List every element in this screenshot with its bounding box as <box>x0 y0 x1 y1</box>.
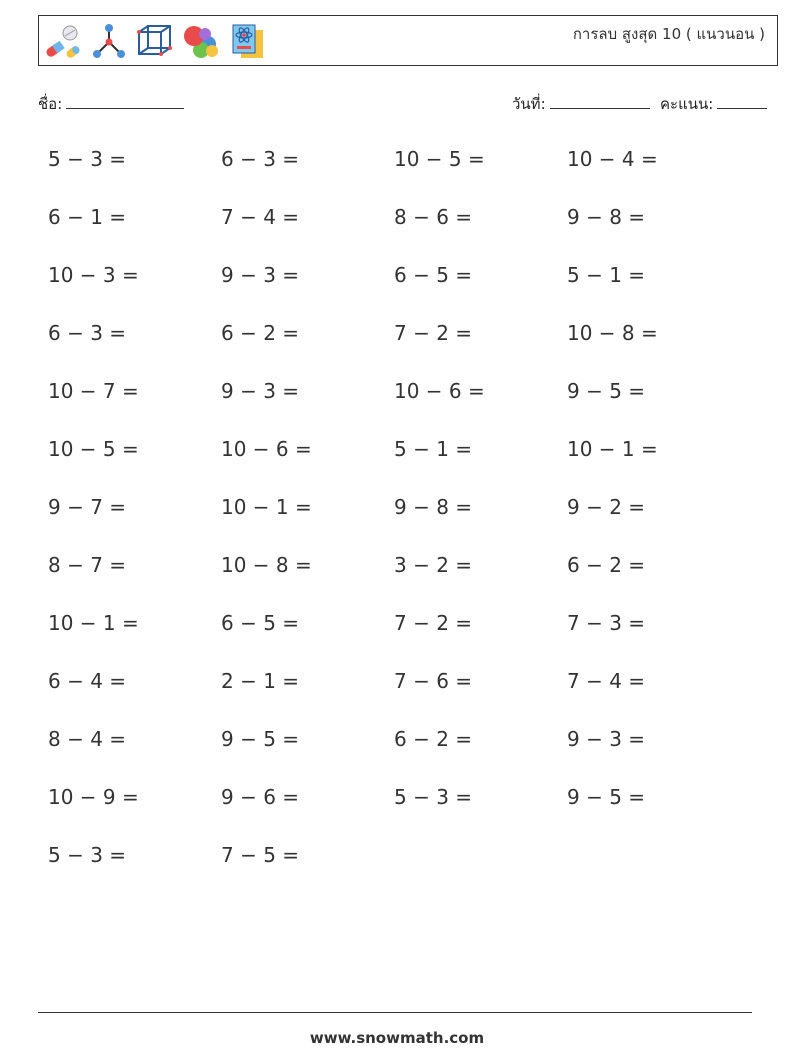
problem-row <box>48 259 748 317</box>
problem-item: 10 − 5 = <box>394 147 485 171</box>
problem-item: 5 − 3 = <box>394 785 473 809</box>
problem-item: 9 − 6 = <box>221 785 300 809</box>
problem-item: 7 − 2 = <box>394 611 473 635</box>
molecule-icon <box>89 22 129 62</box>
problem-item: 9 − 8 = <box>567 205 646 229</box>
problem-row <box>48 665 748 723</box>
problem-item: 9 − 2 = <box>567 495 646 519</box>
problem-row <box>48 201 748 259</box>
problem-item: 7 − 4 = <box>567 669 646 693</box>
problem-item: 6 − 1 = <box>48 205 127 229</box>
score-blank[interactable] <box>717 92 767 109</box>
problem-item: 5 − 1 = <box>567 263 646 287</box>
problem-row <box>48 781 748 839</box>
problem-item: 7 − 5 = <box>221 843 300 867</box>
problem-item: 3 − 2 = <box>394 553 473 577</box>
footer-divider <box>38 1012 752 1013</box>
problem-item: 6 − 5 = <box>394 263 473 287</box>
problem-item: 10 − 1 = <box>221 495 312 519</box>
problem-item: 5 − 3 = <box>48 147 127 171</box>
problem-item: 6 − 5 = <box>221 611 300 635</box>
date-blank[interactable] <box>550 92 650 109</box>
problem-item: 7 − 4 = <box>221 205 300 229</box>
footer-url: www.snowmath.com <box>309 1029 485 1047</box>
problem-row <box>48 491 748 549</box>
worksheet-header <box>38 15 778 66</box>
problem-item: 7 − 6 = <box>394 669 473 693</box>
problem-item: 10 − 6 = <box>394 379 485 403</box>
problem-item: 6 − 3 = <box>48 321 127 345</box>
problem-item: 10 − 8 = <box>567 321 658 345</box>
problem-item: 2 − 1 = <box>221 669 300 693</box>
problem-item: 9 − 5 = <box>221 727 300 751</box>
problem-item: 9 − 7 = <box>48 495 127 519</box>
problem-grid <box>48 143 748 897</box>
balloons-icon <box>181 22 221 62</box>
problem-item: 7 − 3 = <box>567 611 646 635</box>
problem-item: 10 − 1 = <box>48 611 139 635</box>
problem-row <box>48 607 748 665</box>
name-field <box>38 92 184 116</box>
problem-item: 9 − 5 = <box>567 785 646 809</box>
pills-icon <box>43 22 83 62</box>
problem-row <box>48 143 748 201</box>
problem-item: 9 − 5 = <box>567 379 646 403</box>
problem-item: 10 − 5 = <box>48 437 139 461</box>
problem-item: 10 − 9 = <box>48 785 139 809</box>
problem-item: 10 − 1 = <box>567 437 658 461</box>
problem-item: 9 − 3 = <box>221 263 300 287</box>
problem-row <box>48 375 748 433</box>
problem-row <box>48 433 748 491</box>
problem-row <box>48 317 748 375</box>
score-label: คะแนน: <box>660 95 714 113</box>
problem-item: 8 − 4 = <box>48 727 127 751</box>
cube-icon <box>135 22 175 62</box>
problem-item: 6 − 4 = <box>48 669 127 693</box>
problem-item: 6 − 2 = <box>394 727 473 751</box>
date-field <box>512 92 650 116</box>
name-label: ชื่อ: <box>38 95 63 113</box>
problem-item: 6 − 3 = <box>221 147 300 171</box>
problem-item: 10 − 7 = <box>48 379 139 403</box>
problem-item: 5 − 1 = <box>394 437 473 461</box>
problem-item: 5 − 3 = <box>48 843 127 867</box>
problem-item: 7 − 2 = <box>394 321 473 345</box>
problem-item: 9 − 3 = <box>221 379 300 403</box>
date-label: วันที่: <box>512 95 546 113</box>
problem-item: 6 − 2 = <box>221 321 300 345</box>
name-blank[interactable] <box>66 92 184 109</box>
problem-row <box>48 723 748 781</box>
problem-item: 10 − 6 = <box>221 437 312 461</box>
problem-item: 9 − 8 = <box>394 495 473 519</box>
problem-item: 10 − 8 = <box>221 553 312 577</box>
problem-item: 8 − 6 = <box>394 205 473 229</box>
problem-item: 8 − 7 = <box>48 553 127 577</box>
problem-row <box>48 839 748 897</box>
atom-book-icon <box>227 22 267 62</box>
header-icons <box>43 22 267 62</box>
problem-item: 10 − 4 = <box>567 147 658 171</box>
problem-item: 6 − 2 = <box>567 553 646 577</box>
worksheet-title: การลบ สูงสุด 10 ( แนวนอน ) <box>572 25 765 43</box>
problem-item: 10 − 3 = <box>48 263 139 287</box>
problem-item: 9 − 3 = <box>567 727 646 751</box>
student-fields <box>38 92 778 116</box>
problem-row <box>48 549 748 607</box>
score-field <box>660 92 767 116</box>
